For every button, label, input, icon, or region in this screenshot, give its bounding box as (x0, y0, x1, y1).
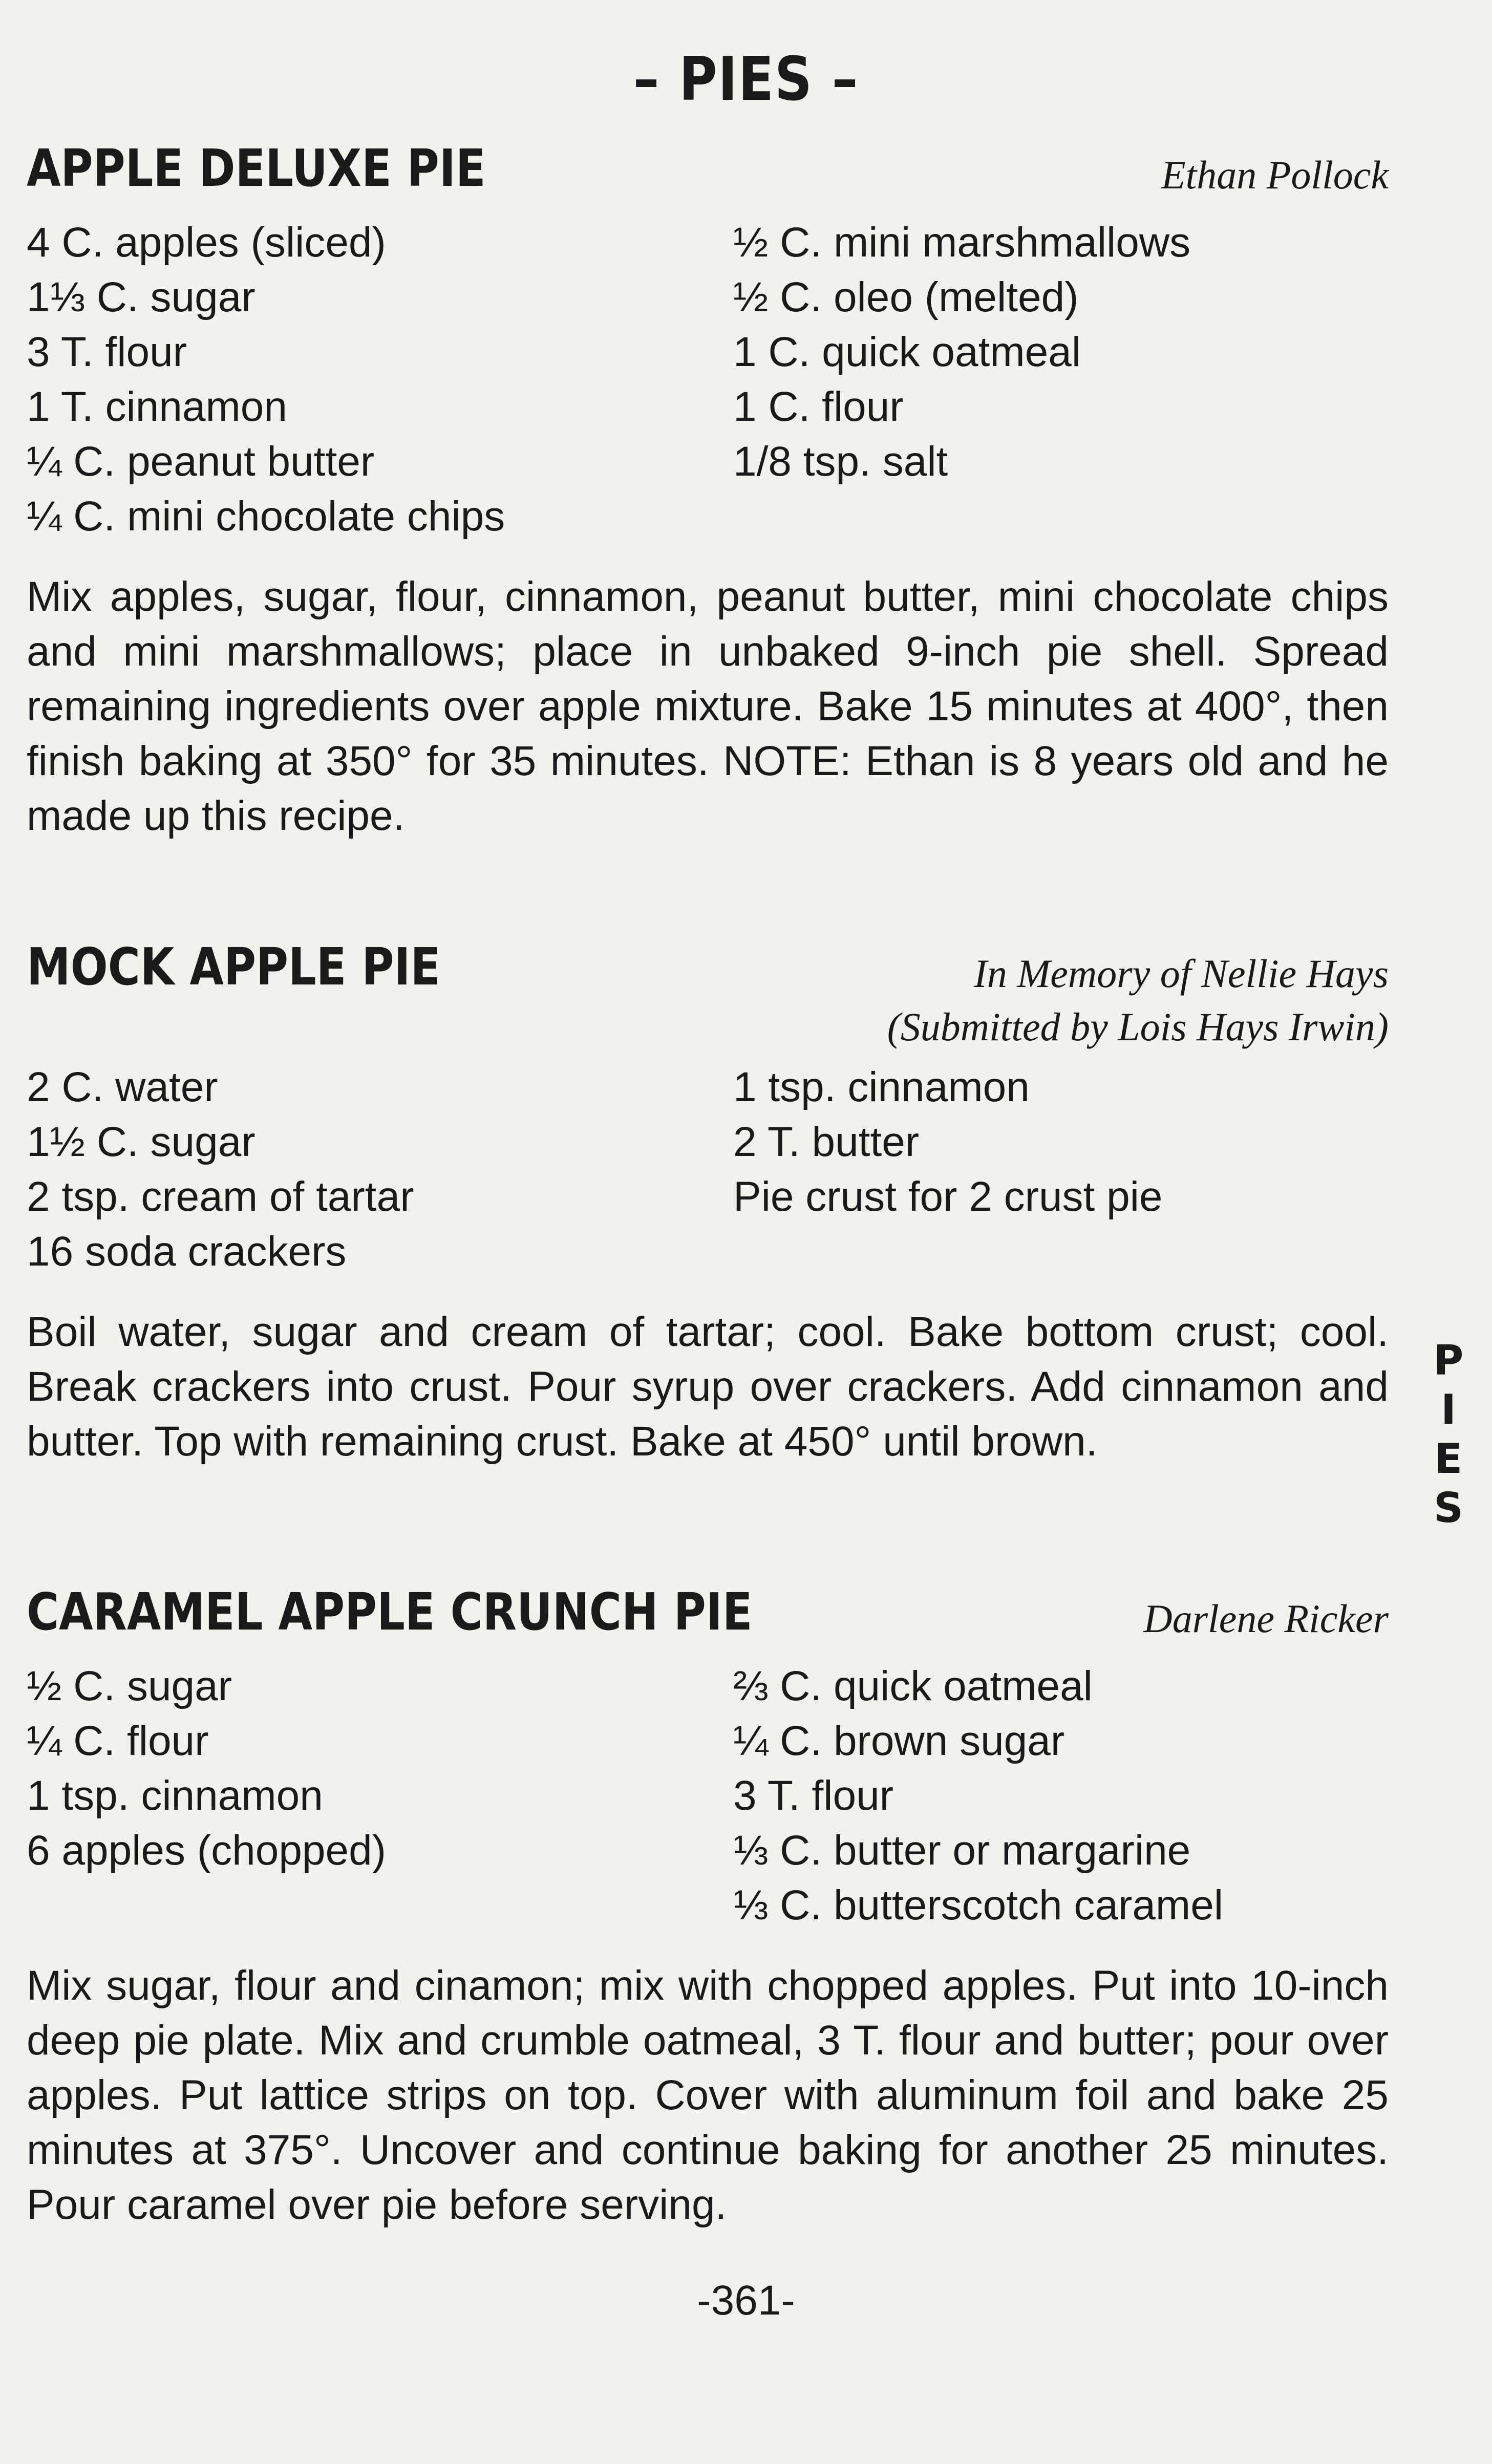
recipe-author: Ethan Pollock (1161, 153, 1389, 197)
ingredient-item: ⅔ C. quick oatmeal (733, 1663, 1093, 1709)
ingredient-item: 6 apples (chopped) (27, 1827, 387, 1874)
ingredient-item: ⅓ C. butter or margarine (733, 1827, 1191, 1874)
ingredient-item: ¼ C. brown sugar (733, 1718, 1065, 1764)
ingredient-item: 4 C. apples (sliced) (27, 219, 386, 266)
ingredient-item: 3 T. flour (733, 1772, 893, 1819)
recipe-header (27, 123, 1389, 200)
side-tab-letter: E (1434, 1435, 1463, 1483)
recipe-author-line: In Memory of Nellie Hays (973, 951, 1389, 996)
ingredient-column-left (27, 215, 733, 544)
ingredient-column-left (27, 1659, 733, 1933)
recipe-header (27, 922, 1389, 1049)
recipe-author (887, 947, 1389, 1054)
ingredient-item: ½ C. mini marshmallows (733, 219, 1191, 266)
ingredient-item: ½ C. sugar (27, 1663, 232, 1709)
side-tab-letter: I (1441, 1386, 1456, 1433)
recipe-author: Darlene Ricker (1143, 1596, 1389, 1641)
ingredient-item: ⅓ C. butterscotch caramel (733, 1882, 1224, 1929)
ingredient-item: 1 C. flour (733, 383, 904, 430)
ingredient-item: ¼ C. flour (27, 1718, 209, 1764)
ingredient-item: 1 T. cinnamon (27, 383, 288, 430)
page-number: -361- (697, 2277, 795, 2324)
ingredient-item: 3 T. flour (27, 329, 187, 375)
ingredient-item: 16 soda crackers (27, 1228, 347, 1275)
page-title: – PIES – (633, 44, 859, 114)
ingredient-list (27, 215, 1389, 544)
ingredient-column-right (733, 1659, 1389, 1933)
recipe-instructions: Mix sugar, flour and cinamon; mix with chopped apples. Put into 10-inch deep pie plate. Mix and crumble oatmeal, 3 T. flour and butter; pour over apples. Put lattice strips on top. Cover with aluminum foil and bake 25 minutes at 375°. Uncover and continue baking for another 25 minutes. Pour caramel over pie before serving. (27, 1962, 1389, 2228)
side-tab-letter: P (1433, 1337, 1464, 1384)
recipe-title: CARAMEL APPLE CRUNCH PIE (27, 1582, 753, 1642)
ingredient-item: ½ C. oleo (melted) (733, 274, 1079, 320)
ingredient-column-right (733, 1060, 1389, 1279)
recipe-instructions: Mix apples, sugar, flour, cinnamon, peanut butter, mini chocolate chips and mini marshmallows; place in unbaked 9-inch pie shell. Spread remaining ingredients over apple mixture. Bake 15 minutes at 400°, then finish baking at 350° for 35 minutes. NOTE: Ethan is 8 years old and he made up this recipe. (27, 573, 1389, 839)
section-side-tab (1425, 1336, 1472, 1533)
ingredient-item: 2 C. water (27, 1064, 218, 1110)
recipe-mock-apple-pie (27, 922, 1389, 1567)
ingredient-item: 1 tsp. cinnamon (27, 1772, 323, 1819)
ingredient-column-right (733, 215, 1389, 544)
ingredient-item: 1 C. quick oatmeal (733, 329, 1081, 375)
ingredient-list (27, 1659, 1389, 1933)
ingredient-item: 2 T. butter (733, 1119, 920, 1165)
recipe-header (27, 1567, 1389, 1643)
recipe-instructions: Boil water, sugar and cream of tartar; cool. Bake bottom crust; cool. Break crackers into crust. Pour syrup over crackers. Add cinnamon and butter. Top with remaining crust. Bake at 450° until brown. (27, 1309, 1389, 1465)
recipe-list (27, 123, 1389, 2232)
ingredient-item: 1⅓ C. sugar (27, 274, 255, 320)
ingredient-item: 1½ C. sugar (27, 1119, 255, 1165)
ingredient-column-left (27, 1060, 733, 1279)
recipe-title: MOCK APPLE PIE (27, 937, 441, 997)
recipe-caramel-apple-crunch-pie (27, 1567, 1389, 2232)
ingredient-list (27, 1060, 1389, 1279)
recipe-author-line: (Submitted by Lois Hays Irwin) (887, 1004, 1389, 1049)
ingredient-item: 2 tsp. cream of tartar (27, 1173, 414, 1220)
ingredient-item: ¼ C. peanut butter (27, 438, 375, 485)
ingredient-item: 1 tsp. cinnamon (733, 1064, 1030, 1110)
side-tab-letter: S (1434, 1484, 1463, 1532)
ingredient-item: 1/8 tsp. salt (733, 438, 948, 485)
recipe-apple-deluxe-pie (27, 123, 1389, 922)
ingredient-item: ¼ C. mini chocolate chips (27, 493, 505, 540)
recipe-title: APPLE DELUXE PIE (27, 138, 486, 198)
ingredient-item: Pie crust for 2 crust pie (733, 1173, 1163, 1220)
